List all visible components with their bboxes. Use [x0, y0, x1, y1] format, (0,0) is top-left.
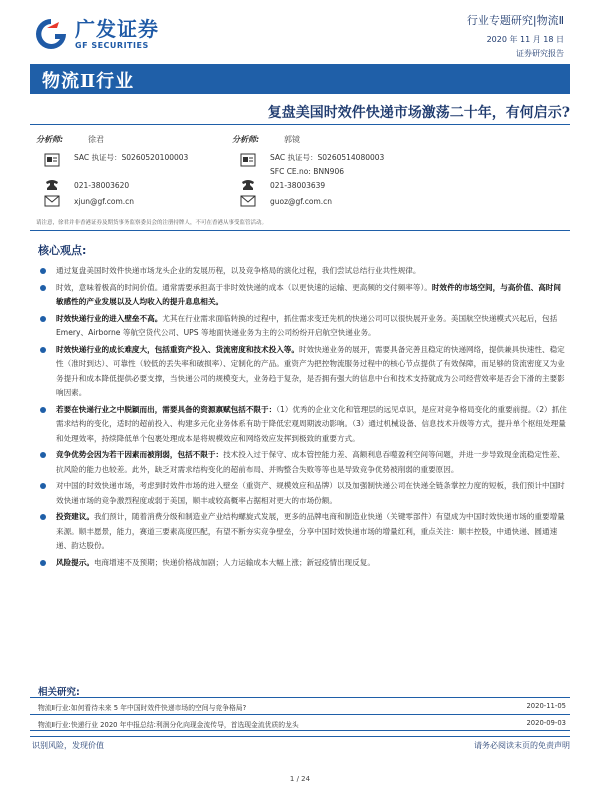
logo-english-name: GF SECURITIES — [75, 40, 149, 50]
id-card-icon — [44, 154, 60, 166]
analyst-name: 徐君 — [88, 135, 104, 144]
report-date: 2020 年 11 月 18 日 — [486, 35, 564, 44]
email-icon — [44, 195, 60, 207]
related-report-date: 2020-09-03 — [526, 719, 566, 727]
bullet-icon — [40, 316, 46, 322]
analyst-divider — [30, 230, 570, 231]
logo-chinese-name: 广发证券 — [75, 16, 159, 41]
bullet-icon — [40, 285, 46, 291]
bullet-text: 我们预计，随着消费分级和制造业产业结构螺旋式发展，更多的品牌电商和制造业快递（关键零部件）有望成为中国时效快递市场的重要增量来源。顺丰愿景，能力，赛道三要素高度匹配，有望不断夯实竞争壁垒，分享中国时效快递市场的增量红利，重点关注：顺丰控股，中通快递、圆通速递、韵达股份。 — [56, 512, 565, 550]
list-item — [38, 343, 568, 401]
bullet-text: 尤其在行业需求面临转换的过程中，抓住需求变迁先机的快递公司可以很快展开业务。美国航空快递模式兴起后，包括 Emery、Airborne 等航空货代公司、UPS 等地面快递业务为主的公司纷纷开启航空快递业务。 — [56, 313, 558, 337]
bullet-text: 对中国的时效快递市场，考虑到时效件市场的进入壁垒（重资产、规模效应和品牌）以及加强制快递公司在快递全链条掌控力度的短板，我们预计中国时效快递市场的竞争激烈程度或弱于美国，顺丰或较高概率占据相对更大的市场份额。 — [56, 481, 565, 505]
core-views-list — [38, 264, 568, 572]
bullet-text: 电商增速不及预期；快递价格战加剧；人力运输成本大幅上涨；新冠疫情出现反复。 — [93, 557, 375, 567]
email-icon — [240, 195, 256, 207]
list-item — [38, 403, 568, 447]
bullet-text: 时效快递业务的展开，需要具备完善且稳定的快递网络，提供兼具快速性、稳定性（准时到达）、可靠性（较低的丢失率和破损率）、定制化的产品。重资产为把控物流服务过程中的核心节点提供了有效保障，而足够的货流密度又为业务提升和成本降低提供必要支撑，当快递公司的规模变大，业务趋于复杂，是否拥有强大的信息中台和技术支持就成为公司经营效率是否会下滑的主要影响因素。 — [56, 344, 565, 397]
list-item — [38, 448, 568, 477]
bullet-icon — [40, 407, 46, 413]
analyst-email[interactable]: guoz@gf.com.cn — [270, 196, 333, 206]
bullet-icon — [40, 268, 46, 274]
phone-icon — [44, 179, 60, 191]
phone-icon — [240, 179, 256, 191]
title-divider — [30, 124, 570, 125]
analyst-block — [36, 134, 566, 214]
analyst-label: 分析师: — [232, 135, 260, 144]
page-number: 1 / 24 — [289, 775, 311, 783]
compliance-note: 请注意，徐君并非香港证券及期货事务监察委员会的注册持牌人，不可在香港从事受监管活动。 — [36, 220, 268, 226]
related-research-table — [30, 697, 570, 731]
industry-banner — [30, 64, 570, 94]
bullet-bold-text: 时效件的市场空间，与高价值、高时间敏感性的产业发展以及人均收入的提升息息相关。 — [56, 282, 561, 306]
page-header — [0, 0, 600, 62]
related-research-title: 相关研究: — [38, 687, 80, 698]
related-report-title[interactable]: 物流Ⅱ行业:快递行业 2020 年中报总结:利润分化向现金流传导，首选现金流优质的龙头 — [38, 721, 299, 729]
footer-slogan: 识别风险，发现价值 — [32, 741, 104, 750]
gf-securities-logo — [33, 14, 173, 54]
bullet-text: 通过复盘美国时效件快递市场龙头企业的发展历程，以及竞争格局的演化过程，我们尝试总结行业共性规律。 — [56, 266, 421, 275]
analyst-phone: 021-38003620 — [74, 180, 130, 190]
list-item — [38, 479, 568, 508]
bullet-bold-text: 竞争优势会因为若干因素而被削弱，包括不限于： — [56, 450, 224, 459]
bullet-bold-text: 时效快递行业的成长难度大，包括重资产投入、货流密度和技术投入等。 — [56, 344, 299, 354]
core-views-title: 核心观点: — [38, 244, 87, 257]
bullet-icon — [40, 347, 46, 353]
footer-disclaimer: 请务必阅读末页的免责声明 — [474, 741, 570, 750]
footer-divider — [30, 736, 570, 737]
table-row[interactable] — [30, 714, 570, 731]
list-item — [38, 281, 568, 310]
bullet-bold-text: 若要在快递行业之中脱颖而出，需要具备的资源禀赋包括不限于： — [56, 404, 277, 414]
bullet-bold-text: 时效快递行业的进入壁垒不高。 — [56, 313, 163, 323]
analyst-sfc-number: SFC CE.no: BNN906 — [270, 166, 344, 176]
bullet-bold-text: 投资建议。 — [56, 512, 94, 521]
list-item — [38, 312, 568, 341]
report-category: 行业专题研究|物流Ⅱ — [466, 14, 564, 27]
related-report-date: 2020-11-05 — [526, 702, 566, 710]
list-item — [38, 264, 568, 279]
list-item — [38, 556, 568, 571]
related-report-title[interactable]: 物流Ⅱ行业:如何看待未来 5 年中国时效件快递市场的空间与竞争格局? — [38, 704, 247, 712]
analyst-email[interactable]: xjun@gf.com.cn — [74, 196, 135, 206]
analyst-phone: 021-38003639 — [270, 180, 326, 190]
bullet-bold-text: 风险提示。 — [56, 557, 94, 567]
bullet-icon — [40, 514, 46, 520]
bullet-text: 时效，意味着极高的时间价值。通常需要承担高于非时效快递的成本（以更快速的运输、更高频的交付频率等）。 — [56, 282, 432, 292]
bullet-icon — [40, 560, 46, 566]
bullet-icon — [40, 452, 46, 458]
bullet-icon — [40, 483, 46, 489]
table-row[interactable] — [30, 697, 570, 714]
gf-logo-icon — [33, 16, 69, 52]
analyst-sac-number: SAC 执证号：S0260520100003 — [74, 152, 189, 162]
analyst-name: 郭镜 — [284, 135, 300, 144]
analyst-sac-number: SAC 执证号：S0260514080003 — [270, 152, 385, 162]
analyst-label: 分析师: — [36, 135, 64, 144]
report-type: 证券研究报告 — [516, 49, 564, 58]
report-title: 复盘美国时效件快递市场激荡二十年，有何启示? — [267, 105, 570, 121]
bullet-text: （1）优秀的企业文化和管理层的远见卓识，是应对竞争格局变化的重要前提。（2）抓住需求结构的变化，适时的超前投入、构建多元化业务体系有助于降低宏观周期波动影响。（3）通过机械设备、信息技术升级等方式，提升单个枢纽处理量和处理效率，持续降低单个包裹处理成本是将规模效应和网络效应发挥到极致的重要方式。 — [56, 404, 567, 443]
industry-title: 物流Ⅱ行业 — [42, 71, 135, 92]
bullet-text: 技术投入过于保守、成本管控能力差、高额利息吞噬盈利空间等问题，并进一步导致现金流稳定性差、抗风险的能力也较差。此外，缺乏对需求结构变化的超前布局、并购整合失败等等也是导致竞争优势被削弱的重要原因。 — [56, 450, 565, 474]
list-item — [38, 510, 568, 554]
